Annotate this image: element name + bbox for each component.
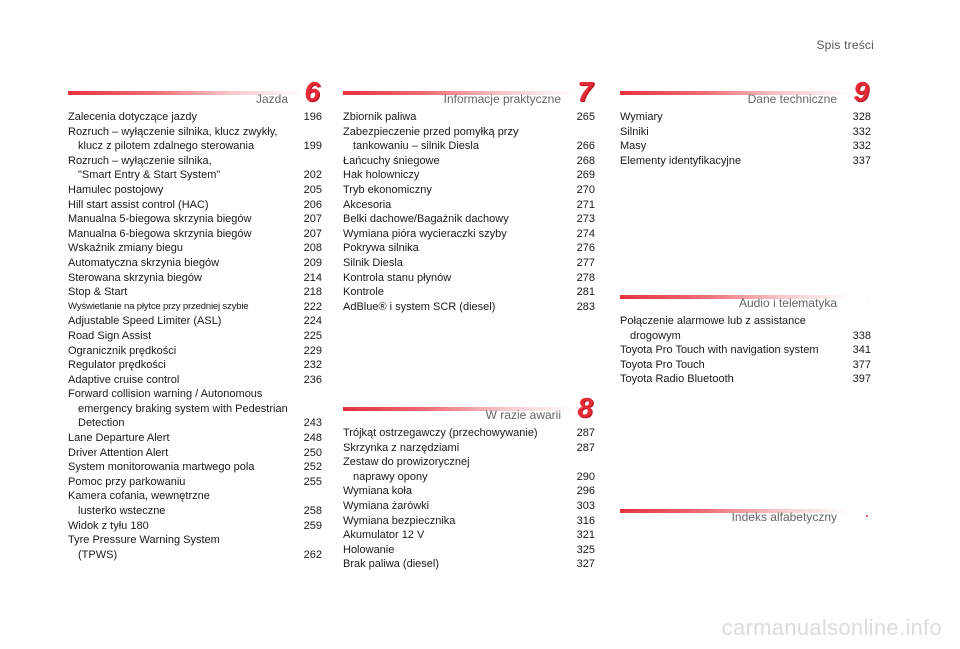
toc-entry-line: Elementy identyfikacyjne — [620, 154, 742, 167]
toc-entry-line: lusterko wsteczne — [78, 505, 166, 518]
section-title: W razie awarii — [485, 408, 561, 422]
toc-entry-label — [68, 533, 296, 562]
toc-entry-page: 338 — [852, 329, 871, 342]
toc-entry-line: System monitorowania martwego pola — [68, 461, 255, 474]
toc-entry-label — [68, 387, 296, 431]
toc-entry-label — [68, 373, 296, 388]
toc-entry-line: Zalecenia dotyczące jazdy — [68, 111, 198, 123]
toc-entry-label — [343, 484, 569, 499]
toc-entry-page: 273 — [576, 213, 595, 226]
toc-entry[interactable] — [68, 198, 322, 213]
toc-entry-label — [620, 314, 845, 343]
toc-entry-label — [68, 241, 296, 256]
toc-entry[interactable] — [343, 528, 595, 543]
toc-entry-line: Skrzynka z narzędziami — [343, 441, 460, 454]
toc-entry-label — [68, 198, 296, 213]
toc-entry-label — [68, 431, 296, 446]
toc-entry-line: Rozruch – wyłączenie silnika, klucz zwykły, — [68, 125, 278, 138]
toc-entry-line: Pomoc przy parkowaniu — [68, 475, 186, 488]
toc-entry-line: Połączenie alarmowe lub z assistance — [620, 315, 806, 327]
toc-entry[interactable] — [343, 227, 595, 242]
section-header — [343, 76, 595, 108]
toc-entry-page: 303 — [576, 499, 595, 512]
toc-entry[interactable] — [343, 198, 595, 213]
toc-entry-line: Adjustable Speed Limiter (ASL) — [68, 315, 222, 328]
toc-entry-label — [68, 285, 296, 300]
toc-entry-label — [68, 227, 296, 242]
section-number: 6 — [304, 76, 320, 107]
toc-entry-line: Toyota Pro Touch with navigation system — [620, 344, 819, 357]
toc-entry-page: 209 — [303, 256, 322, 269]
toc-entry-page: 287 — [576, 441, 595, 454]
watermark: carmanualsonline.info — [721, 615, 942, 640]
section-header — [343, 392, 595, 424]
toc-entry-line: Wymiana żarówki — [343, 499, 430, 512]
toc-entry[interactable] — [68, 475, 322, 490]
toc-entry[interactable] — [343, 110, 595, 125]
toc-entry-line: Toyota Radio Bluetooth — [620, 373, 734, 386]
toc-entry-line: emergency braking system with Pedestrian — [78, 402, 288, 415]
toc-list — [343, 426, 595, 572]
section-audio-telematics — [620, 284, 871, 387]
section-title: Dane techniczne — [747, 92, 837, 106]
toc-entry[interactable] — [68, 446, 322, 461]
toc-entry-page: 218 — [303, 286, 322, 299]
toc-entry-page: 332 — [852, 125, 871, 138]
toc-entry-line: Trójkąt ostrzegawczy (przechowywanie) — [343, 427, 538, 439]
toc-entry-line: naprawy opony — [353, 470, 428, 483]
toc-entry[interactable] — [68, 460, 322, 475]
toc-entry[interactable] — [343, 557, 595, 572]
toc-entry-label — [68, 110, 296, 125]
toc-entry-page: 224 — [303, 315, 322, 328]
toc-entry[interactable] — [343, 300, 595, 315]
toc-entry[interactable] — [68, 533, 322, 562]
toc-entry-label — [343, 125, 569, 154]
toc-entry[interactable] — [343, 212, 595, 227]
toc-entry-line: Detection — [78, 417, 125, 430]
toc-entry[interactable] — [68, 314, 322, 329]
toc-entry[interactable] — [343, 441, 595, 456]
toc-entry-page: 269 — [576, 169, 595, 182]
toc-entry-label — [68, 212, 296, 227]
toc-entry-page: 283 — [576, 300, 595, 313]
toc-entry-line: Zbiornik paliwa — [343, 111, 417, 123]
toc-entry[interactable] — [68, 241, 322, 256]
toc-entry-page: 328 — [852, 111, 871, 123]
toc-entry-page: 287 — [576, 427, 595, 439]
toc-entry-line: Wymiana koła — [343, 485, 412, 498]
toc-entry[interactable] — [343, 183, 595, 198]
toc-entry-page: 327 — [576, 558, 595, 571]
toc-entry[interactable] — [68, 212, 322, 227]
section-header — [620, 76, 871, 108]
toc-entry-page: 266 — [576, 140, 595, 153]
toc-entry[interactable] — [620, 372, 871, 387]
toc-entry[interactable] — [68, 431, 322, 446]
toc-entry-page: 248 — [303, 432, 322, 445]
toc-entry[interactable] — [68, 373, 322, 388]
toc-entry-label — [343, 198, 569, 213]
toc-entry-line: Widok z tyłu 180 — [68, 519, 149, 532]
toc-entry-label — [620, 139, 845, 154]
toc-entry-line: tankowaniu – silnik Diesla — [353, 140, 479, 153]
section-number: 9 — [853, 76, 869, 107]
toc-entry-line: Kontrola stanu płynów — [343, 271, 452, 284]
toc-entry-line: Driver Attention Alert — [68, 446, 169, 459]
toc-entry-line: Ogranicznik prędkości — [68, 344, 177, 357]
toc-entry-page: 265 — [576, 111, 595, 123]
toc-entry-line: Zabezpieczenie przed pomyłką przy — [343, 125, 519, 138]
toc-entry-line: Tryb ekonomiczny — [343, 183, 432, 196]
toc-entry[interactable] — [620, 139, 871, 154]
toc-entry[interactable] — [68, 256, 322, 271]
toc-entry-label — [343, 154, 569, 169]
toc-entry[interactable] — [343, 426, 595, 441]
toc-entry-page: 250 — [303, 446, 322, 459]
toc-entry-label — [68, 446, 296, 461]
toc-entry[interactable] — [620, 314, 871, 343]
toc-entry-line: Wymiana pióra wycieraczki szyby — [343, 227, 507, 240]
toc-entry[interactable] — [68, 285, 322, 300]
toc-entry-page: 243 — [303, 417, 322, 430]
toc-entry[interactable] — [620, 110, 871, 125]
toc-entry-page: 337 — [852, 154, 871, 167]
toc-entry-line: Lane Departure Alert — [68, 432, 170, 445]
toc-entry[interactable] — [68, 519, 322, 534]
toc-entry[interactable] — [343, 256, 595, 271]
toc-entry[interactable] — [343, 499, 595, 514]
toc-entry-line: "Smart Entry & Start System" — [78, 169, 221, 182]
toc-entry-label — [68, 271, 296, 286]
toc-entry[interactable] — [343, 484, 595, 499]
toc-entry-page: 290 — [576, 470, 595, 483]
toc-entry[interactable] — [343, 154, 595, 169]
toc-entry[interactable] — [68, 227, 322, 242]
toc-entry-page: 229 — [303, 344, 322, 357]
toc-entry-label — [343, 455, 569, 484]
toc-entry-page: 270 — [576, 183, 595, 196]
toc-entry[interactable] — [343, 168, 595, 183]
toc-entry[interactable] — [620, 343, 871, 358]
toc-entry-page: 207 — [303, 213, 322, 226]
toc-entry-page: 259 — [303, 519, 322, 532]
toc-entry-page: 255 — [303, 475, 322, 488]
toc-entry-page: 271 — [576, 198, 595, 211]
toc-entry-label — [343, 285, 569, 300]
toc-entry-page: 277 — [576, 256, 595, 269]
toc-entry-line: Zestaw do prowizorycznej — [343, 456, 470, 469]
toc-entry-label — [620, 343, 845, 358]
toc-entry-page: 278 — [576, 271, 595, 284]
toc-entry-line: AdBlue® i system SCR (diesel) — [343, 300, 496, 313]
toc-entry-line: Hamulec postojowy — [68, 183, 164, 196]
section-9-technical — [620, 76, 871, 168]
toc-entry-line: Brak paliwa (diesel) — [343, 558, 439, 571]
toc-entry-label — [68, 358, 296, 373]
toc-entry-label — [343, 227, 569, 242]
section-title: Audio i telematyka — [738, 296, 837, 310]
toc-entry[interactable] — [68, 271, 322, 286]
toc-entry-label — [343, 110, 569, 125]
toc-list — [68, 110, 322, 562]
section-title: Jazda — [255, 92, 288, 106]
toc-entry-label — [343, 271, 569, 286]
toc-entry-page: 281 — [576, 286, 595, 299]
toc-entry-label — [68, 489, 296, 518]
toc-entry-label — [343, 168, 569, 183]
toc-entry[interactable] — [343, 543, 595, 558]
toc-entry-page: 332 — [852, 140, 871, 153]
toc-entry-label — [68, 300, 296, 315]
section-header — [620, 498, 871, 526]
toc-entry-page: 377 — [852, 358, 871, 371]
toc-entry-line: Kamera cofania, wewnętrzne — [68, 490, 210, 503]
toc-entry-line: Tyre Pressure Warning System — [68, 534, 220, 547]
section-number: . — [865, 506, 869, 520]
toc-entry-page: 262 — [303, 548, 322, 561]
toc-entry-page: 258 — [303, 505, 322, 518]
toc-entry-label — [620, 154, 845, 169]
toc-entry-line: Rozruch – wyłączenie silnika, — [68, 154, 212, 167]
toc-entry-page: 205 — [303, 183, 322, 196]
section-header — [620, 284, 871, 312]
toc-entry-label — [343, 441, 569, 456]
toc-entry-line: Akcesoria — [343, 198, 392, 211]
toc-entry-page: 316 — [576, 514, 595, 527]
toc-entry-page: 274 — [576, 227, 595, 240]
toc-entry-page: 225 — [303, 329, 322, 342]
toc-entry-line: Wskaźnik zmiany biegu — [68, 242, 183, 255]
toc-entry-line: klucz z pilotem zdalnego sterowania — [78, 140, 255, 153]
toc-entry[interactable] — [343, 271, 595, 286]
toc-entry-page: 214 — [303, 271, 322, 284]
section-8-breakdown — [343, 392, 595, 572]
section-number: 7 — [577, 76, 593, 107]
toc-entry-page: 268 — [576, 154, 595, 167]
toc-entry-label — [343, 528, 569, 543]
toc-entry[interactable] — [68, 110, 322, 125]
toc-entry[interactable] — [68, 358, 322, 373]
toc-entry-page: 232 — [303, 359, 322, 372]
toc-entry-page: 236 — [303, 373, 322, 386]
toc-entry-page: 325 — [576, 543, 595, 556]
toc-entry-line: Silniki — [620, 125, 649, 138]
toc-entry-label — [343, 212, 569, 227]
toc-entry-label — [620, 125, 845, 140]
toc-entry-line: Wymiary — [620, 111, 663, 123]
toc-entry[interactable] — [343, 514, 595, 529]
toc-entry-label — [68, 125, 296, 154]
toc-entry-page: 296 — [576, 485, 595, 498]
toc-entry-page: 207 — [303, 227, 322, 240]
toc-entry-line: Adaptive cruise control — [68, 373, 180, 386]
toc-entry-line: Wymiana bezpiecznika — [343, 514, 456, 527]
toc-entry[interactable] — [68, 154, 322, 183]
toc-entry-label — [343, 557, 569, 572]
toc-list — [620, 314, 871, 387]
toc-entry-page: 206 — [303, 198, 322, 211]
toc-entry-line: Stop & Start — [68, 286, 128, 299]
toc-entry[interactable] — [343, 285, 595, 300]
toc-entry-page: 202 — [303, 169, 322, 182]
toc-entry[interactable] — [343, 455, 595, 484]
section-number: 8 — [577, 392, 593, 423]
toc-entry-page: 199 — [303, 140, 322, 153]
toc-entry-label — [343, 183, 569, 198]
toc-entry-line: Automatyczna skrzynia biegów — [68, 256, 220, 269]
toc-entry[interactable] — [68, 183, 322, 198]
toc-entry-line: Road Sign Assist — [68, 329, 152, 342]
toc-entry-label — [343, 543, 569, 558]
toc-entry-line: Holowanie — [343, 543, 395, 556]
toc-entry-line: (TPWS) — [78, 548, 118, 561]
toc-entry-line: Masy — [620, 140, 647, 153]
page-header: Spis treści — [816, 38, 874, 52]
toc-entry-line: Sterowana skrzynia biegów — [68, 271, 202, 284]
section-number: . — [866, 294, 869, 305]
toc-entry-label — [343, 241, 569, 256]
section-header — [68, 76, 322, 108]
toc-list — [343, 110, 595, 314]
toc-entry[interactable] — [620, 358, 871, 373]
section-7-practical — [343, 76, 595, 314]
toc-entry-line: Wyświetlanie na płytce przy przedniej szybie — [68, 300, 249, 312]
toc-entry-page: 321 — [576, 529, 595, 542]
toc-entry-label — [68, 519, 296, 534]
toc-entry-line: Hak holowniczy — [343, 169, 420, 182]
toc-entry-line: Manualna 6-biegowa skrzynia biegów — [68, 227, 252, 240]
toc-entry-page: 252 — [303, 461, 322, 474]
toc-entry-label — [620, 372, 845, 387]
toc-entry-page: 341 — [852, 344, 871, 357]
section-title: Indeks alfabetyczny — [731, 510, 837, 524]
toc-entry-line: Silnik Diesla — [343, 256, 403, 269]
toc-entry-label — [68, 256, 296, 271]
section-title: Informacje praktyczne — [443, 92, 561, 106]
toc-entry-page: 397 — [852, 373, 871, 386]
section-6-driving — [68, 76, 322, 562]
toc-entry[interactable] — [343, 241, 595, 256]
toc-entry-label — [68, 344, 296, 359]
toc-entry-line: Toyota Pro Touch — [620, 358, 705, 371]
toc-entry-label — [68, 314, 296, 329]
section-index — [620, 498, 871, 526]
toc-entry-page: 196 — [303, 111, 322, 123]
toc-entry-line: Łańcuchy śniegowe — [343, 154, 440, 167]
toc-entry[interactable] — [68, 329, 322, 344]
toc-entry-line: Pokrywa silnika — [343, 242, 419, 255]
toc-entry[interactable] — [68, 387, 322, 431]
toc-entry-label — [343, 300, 569, 315]
toc-entry-label — [68, 329, 296, 344]
toc-entry-line: drogowym — [630, 329, 681, 342]
toc-entry-label — [68, 475, 296, 490]
toc-entry-label — [343, 499, 569, 514]
toc-entry[interactable] — [620, 125, 871, 140]
toc-entry[interactable] — [68, 344, 322, 359]
toc-entry-label — [343, 426, 569, 441]
toc-entry-line: Hill start assist control (HAC) — [68, 198, 209, 211]
toc-entry-page: 222 — [303, 300, 322, 313]
toc-entry-line: Manualna 5-biegowa skrzynia biegów — [68, 213, 252, 226]
toc-entry-line: Forward collision warning / Autonomous — [68, 388, 263, 401]
toc-entry-label — [620, 110, 845, 125]
toc-entry-line: Akumulator 12 V — [343, 529, 425, 542]
toc-entry-page: 276 — [576, 242, 595, 255]
toc-entry[interactable] — [68, 300, 322, 315]
toc-entry-label — [68, 460, 296, 475]
toc-entry-label — [343, 514, 569, 529]
toc-entry[interactable] — [68, 489, 322, 518]
toc-list — [620, 110, 871, 168]
toc-entry-line: Belki dachowe/Bagażnik dachowy — [343, 213, 509, 226]
toc-entry-label — [343, 256, 569, 271]
toc-entry-line: Kontrole — [343, 286, 384, 299]
toc-entry-page: 208 — [303, 242, 322, 255]
toc-entry-label — [620, 358, 845, 373]
toc-entry[interactable] — [343, 125, 595, 154]
toc-entry-label — [68, 183, 296, 198]
toc-entry-label — [68, 154, 296, 183]
toc-entry[interactable] — [620, 154, 871, 169]
toc-entry-line: Regulator prędkości — [68, 359, 166, 372]
toc-entry[interactable] — [68, 125, 322, 154]
